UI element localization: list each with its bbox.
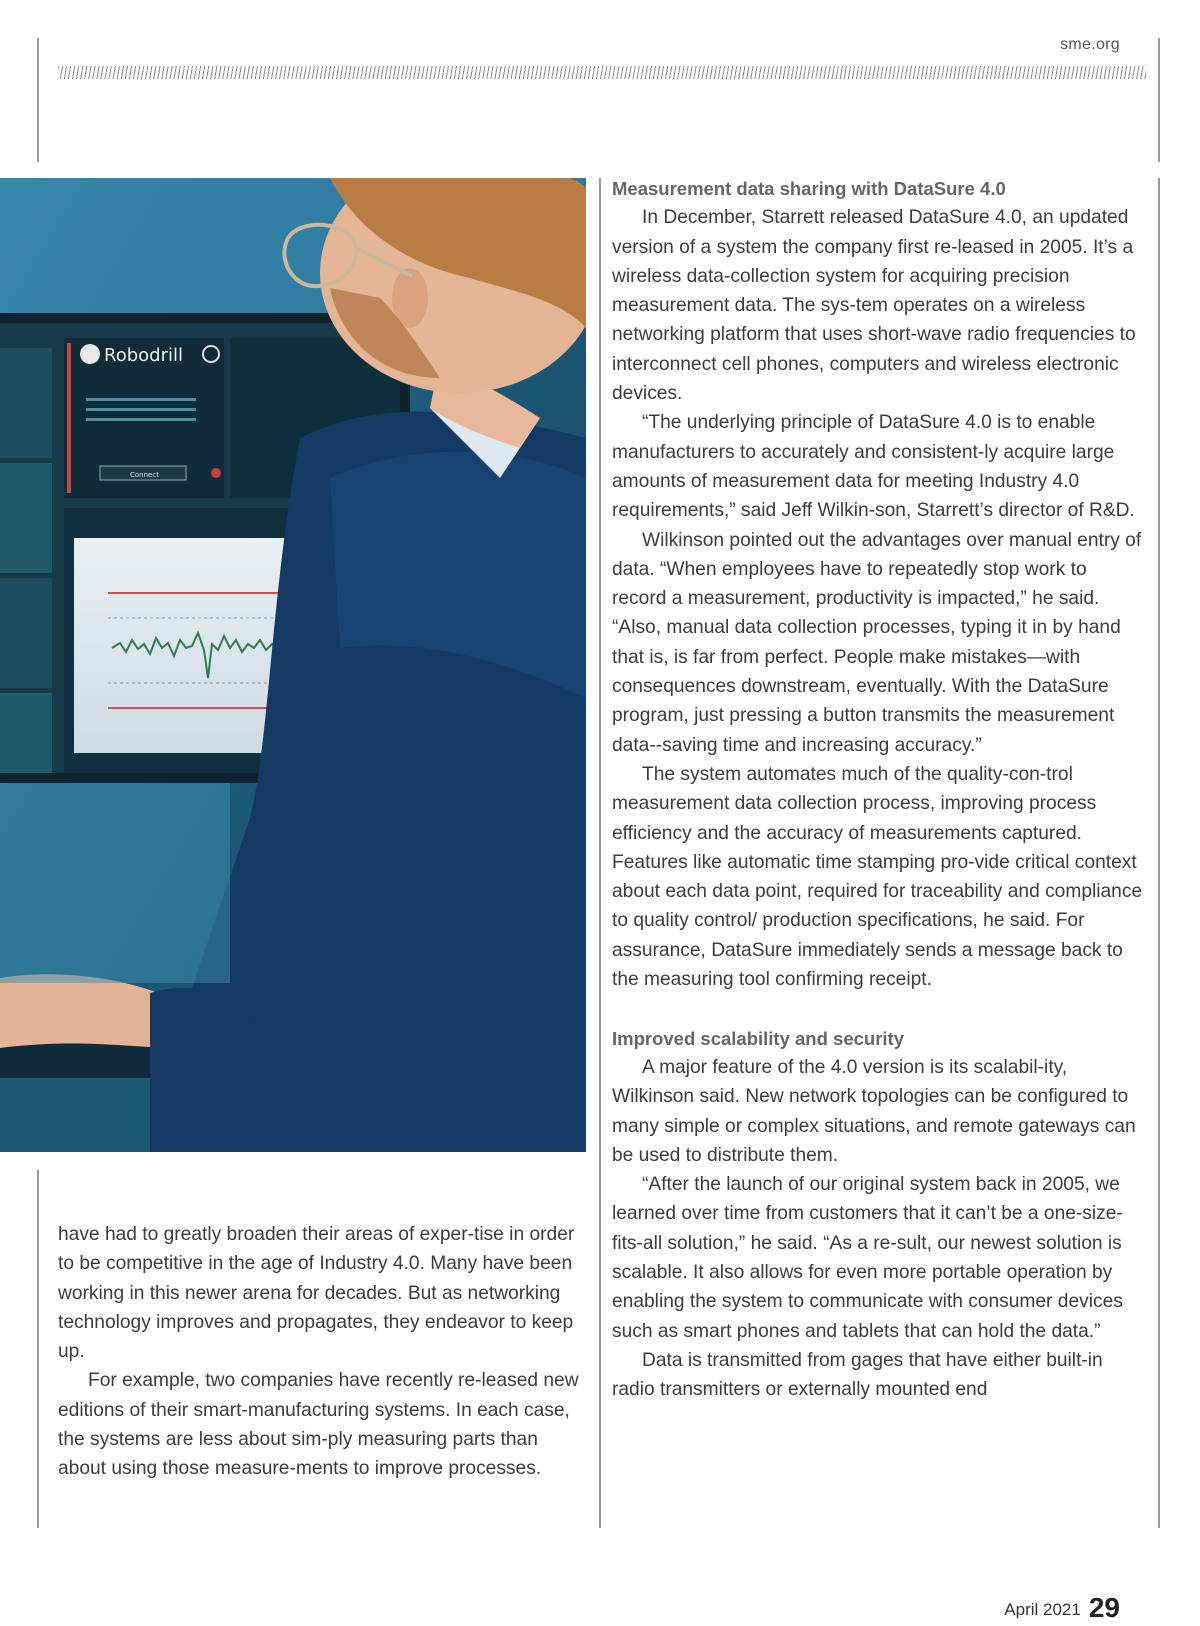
body-paragraph: The system automates much of the quality-con-trol measurement data collection process, improving process efficiency and the accuracy of measurements captured. Features like automatic time stamping pro-vide critical context about each data point, required for traceability and compliance to quality control/ production specifications, he said. For assurance, DataSure immediately sends a message back to the measuring tool confirming receipt. (612, 763, 1143, 991)
body-paragraph: Wilkinson pointed out the advantages over manual entry of data. “When employees have to repeatedly stop work to record a measurement, productivity is impacted,” he said. “Also, manual data collection processes, typing it in by hand that is, is far from perfect. People make mistakes—with consequences downstream, eventually. With the DataSure program, just pressing a button transmits the measurement data--saving time and increasing accuracy.” (612, 529, 1142, 756)
page-number: 29 (1088, 1592, 1120, 1623)
left-column-text (58, 1220, 588, 1484)
page-footer (1004, 1592, 1120, 1624)
man-at-monitor-illustration (0, 178, 586, 1152)
header-hatch-divider (58, 66, 1146, 79)
body-paragraph: “After the launch of our original system back in 2005, we learned over time from customers that it can’t be a one-size-fits-all solution,” he said. “As a re-sult, our newest solution is scalable. It also allows for even more portable operation by enabling the system to communicate with consumer devices such as smart phones and tablets that can hold the data.” (612, 1174, 1123, 1342)
site-url: sme.org (1060, 36, 1120, 53)
body-paragraph: Data is transmitted from gages that have either built-in radio transmitters or externally mounted end (612, 1349, 1103, 1401)
right-column-text (612, 174, 1144, 1404)
left-paragraph-1: have had to greatly broaden their areas of exper-tise in order to be competitive in the age of Industry 4.0. Many have been working in this newer arena for decades. But as networking technology improves and propagates, they endeavor to keep up. (58, 1224, 575, 1363)
left-paragraph-2: For example, two companies have recently re-leased new editions of their smart-manufacturing systems. In each case, the systems are less about sim-ply measuring parts than about using those measure-ments to improve processes. (58, 1370, 579, 1480)
article-photo (0, 178, 586, 1152)
center-column-rule (599, 178, 601, 1528)
screen-connect-button-label: Connect (130, 471, 159, 479)
body-paragraph: “The underlying principle of DataSure 4.0 is to enable manufacturers to accurately and consistent-ly acquire large amounts of measurement data for meeting Industry 4.0 requirements,” said Jeff Wilkin-son, Starrett’s director of R&D. (612, 412, 1135, 522)
section-heading-datasure: Measurement data sharing with DataSure 4.0 (612, 178, 1006, 199)
left-column-rule (37, 1170, 39, 1528)
header-right-rule (1158, 38, 1160, 162)
section-heading-scalability: Improved scalability and security (612, 1027, 904, 1049)
section-gap (612, 994, 1144, 1023)
body-paragraph: In December, Starrett released DataSure 4.0, an updated version of a system the company first re-leased in 2005. It’s a wireless data-collection system for acquiring precision measurement data. The sys-tem operates on a wireless networking platform that uses short-wave radio frequencies to interconnect cell phones, computers and wireless electronic devices. (612, 207, 1136, 405)
right-column-rule (1158, 178, 1160, 1528)
screen-app-name: Robodrill (104, 345, 183, 366)
header-left-rule (37, 38, 39, 162)
body-paragraph: A major feature of the 4.0 version is its scalabil-ity, Wilkinson said. New network topologies can be configured to many simple or complex situations, and remote gateways can be used to distribute them. (612, 1056, 1136, 1166)
issue-date: April 2021 (1004, 1600, 1081, 1619)
